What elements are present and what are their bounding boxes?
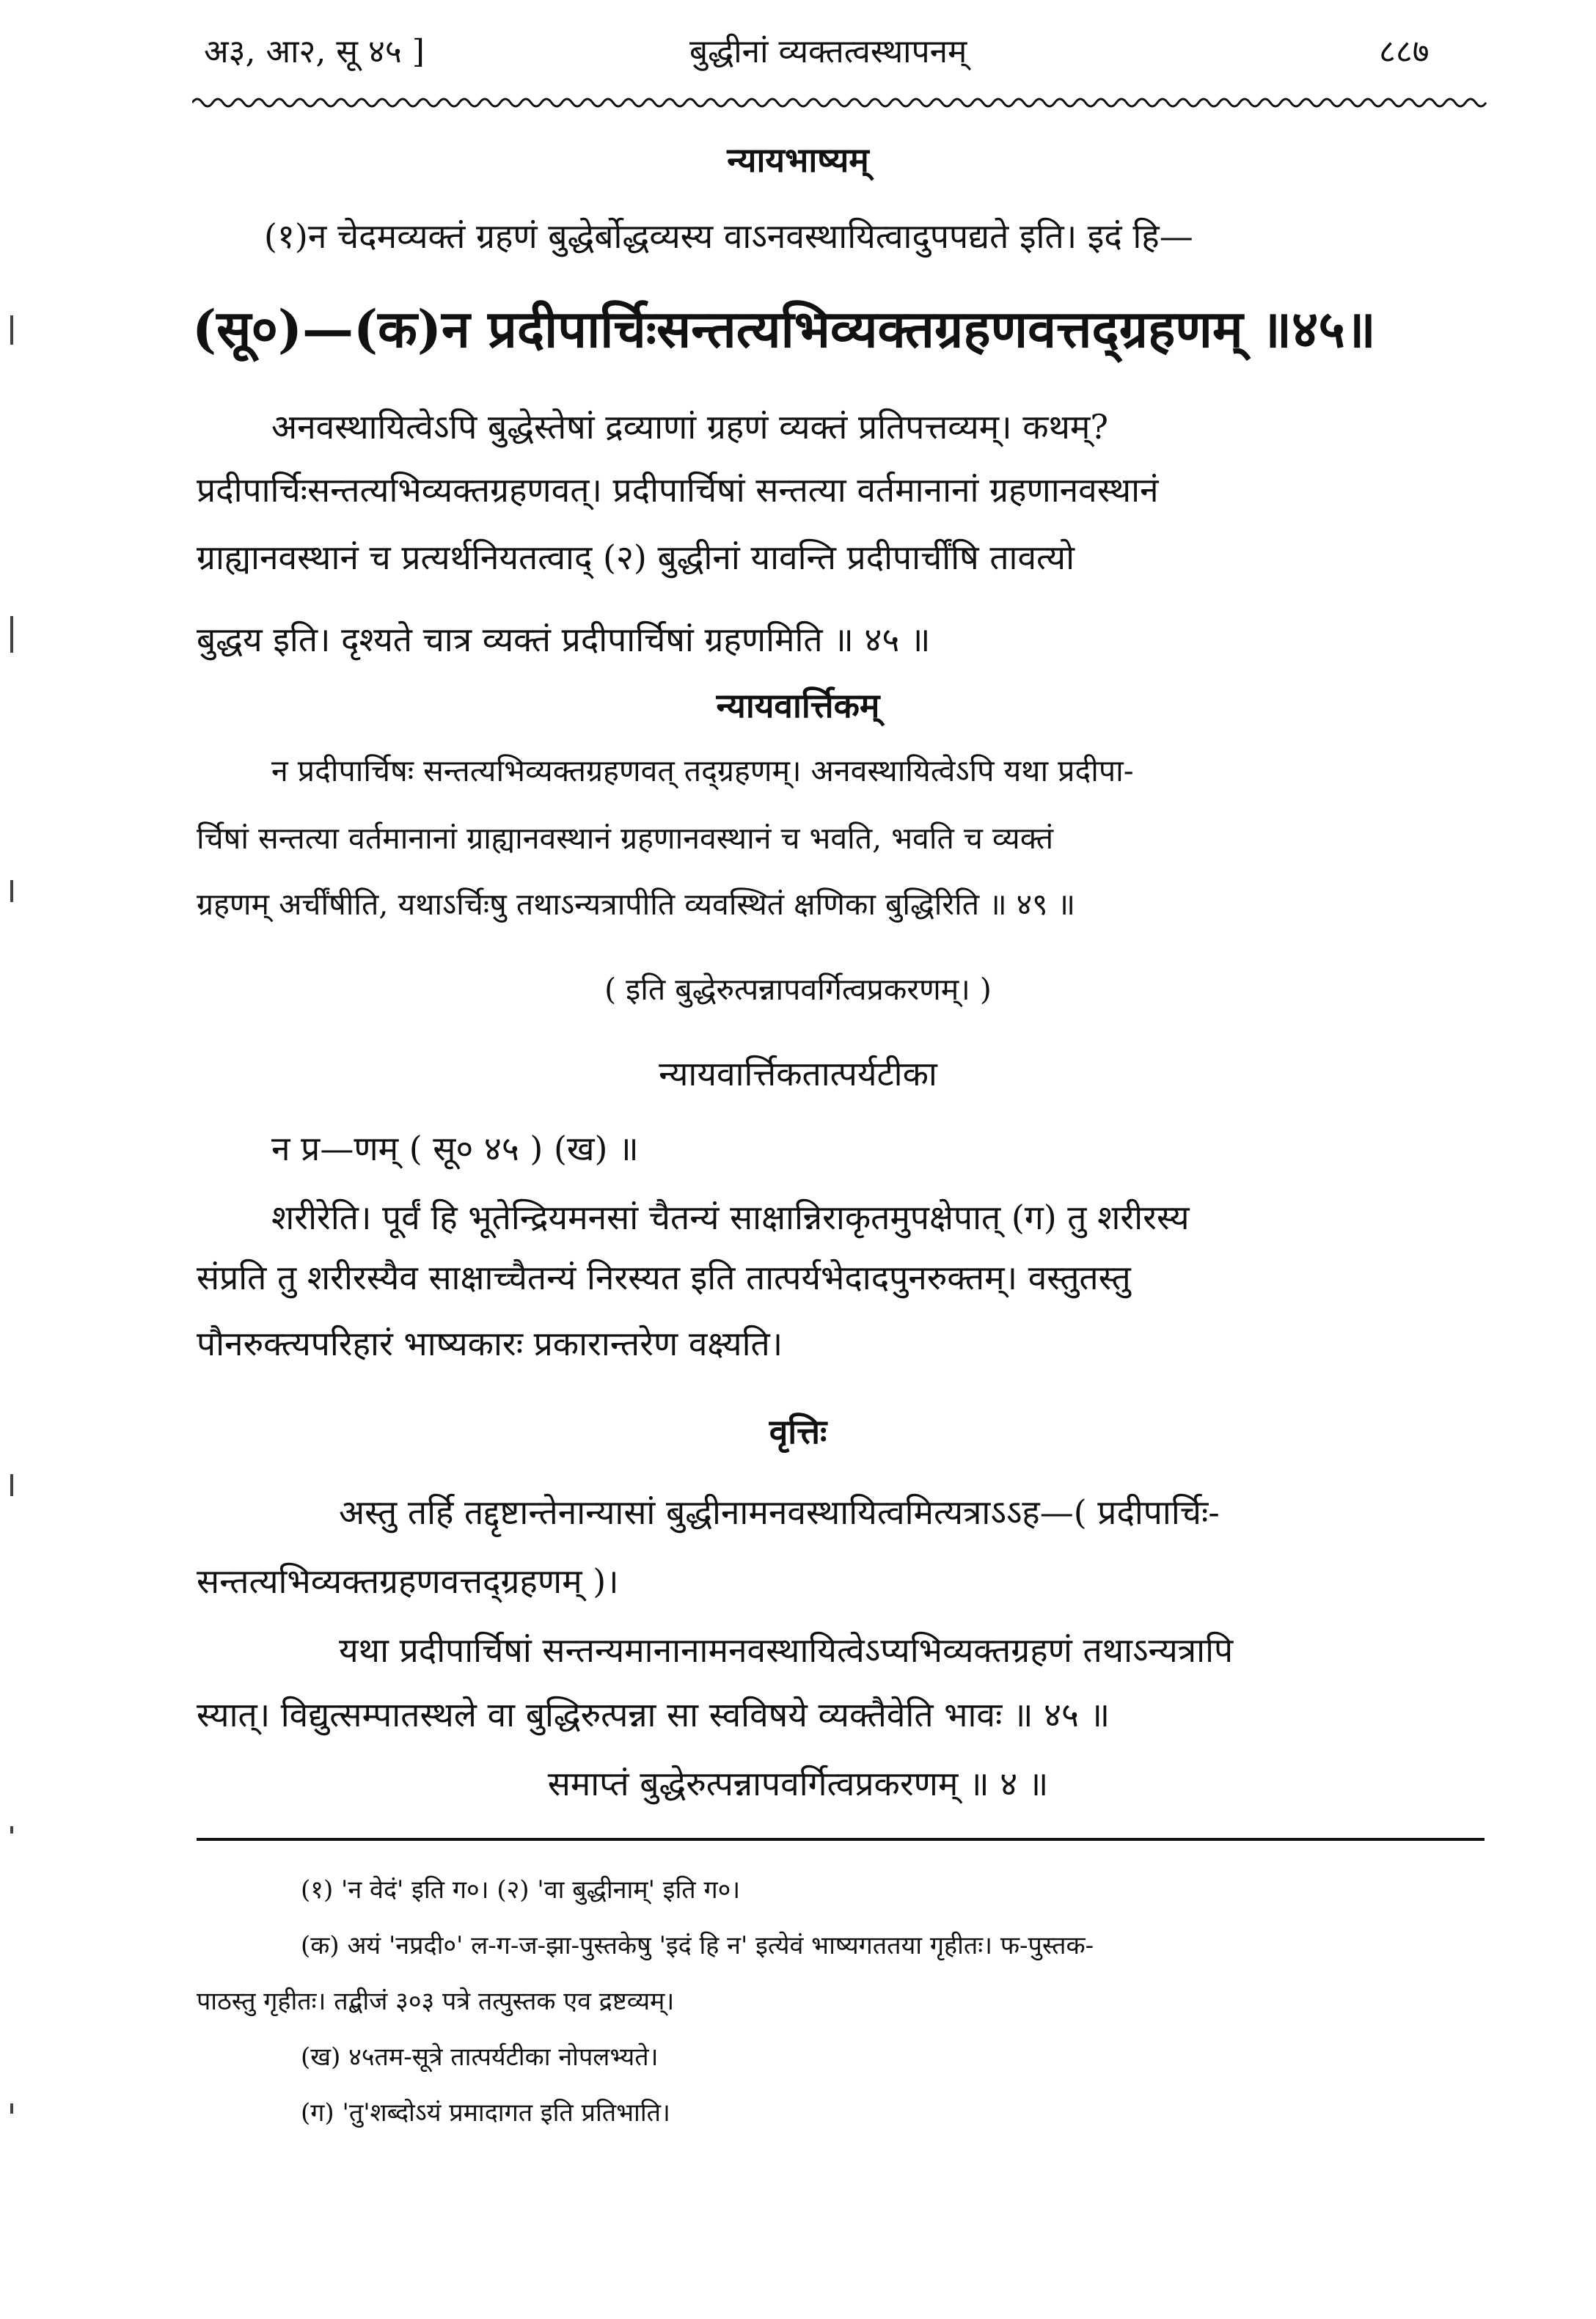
scan-edge-mark: [10, 315, 13, 345]
scan-edge-mark: [10, 2103, 13, 2114]
section-heading-varttika: न्यायवार्त्तिकम्: [716, 686, 880, 725]
bhashya-line: प्रदीपार्चिःसन्तत्यभिव्यक्तग्रहणवत्। प्रदीपार्चिषां सन्तत्या वर्तमानानां ग्रहणानवस्थानं: [197, 470, 1159, 510]
vritti-line: यथा प्रदीपार्चिषां सन्तन्यमानानामनवस्थायित्वेऽप्यभिव्यक्तग्रहणं तथाऽन्यत्रापि: [339, 1630, 1234, 1670]
running-header-reference: अ३, आ२, सू ४५ ]: [204, 33, 425, 70]
page-number: ८८७: [1379, 33, 1430, 70]
vritti-line: अस्तु तर्हि तद्दृष्टान्तेनान्यासां बुद्धीनामनवस्थायित्वमित्यत्राऽऽह—( प्रदीपार्चिः-: [339, 1492, 1220, 1532]
footnote: (ग) 'तु'शब्दोऽयं प्रमादागत इति प्रतिभाति।: [301, 2098, 670, 2128]
section-heading-vritti: वृत्तिः: [769, 1412, 827, 1451]
footnote: (क) अयं 'नप्रदी०' ल-ग-ज-झा-पुस्तकेषु 'इदं हि न' इत्येवं भाष्यगततया गृहीतः। फ-पुस्तक-: [301, 1931, 1094, 1960]
section-heading-tatparya: न्यायवार्त्तिकतात्पर्यटीका: [659, 1054, 937, 1093]
footnote: (१) 'न वेदं' इति ग०। (२) 'वा बुद्धीनाम्' इति ग०।: [301, 1875, 741, 1905]
vritti-line: स्यात्। विद्युत्सम्पातस्थले वा बुद्धिरुत्पन्ना सा स्वविषये व्यक्तैवेति भावः ॥ ४५ ॥: [197, 1695, 1110, 1734]
footnote: (ख) ४५तम-सूत्रे तात्पर्यटीका नोपलभ्यते।: [301, 2043, 659, 2072]
prakarana-closing: ( इति बुद्धेरुत्पन्नापवर्गित्वप्रकरणम्। ): [604, 972, 992, 1007]
bhashya-line: अनवस्थायित्वेऽपि बुद्धेस्तेषां द्रव्याणां ग्रहणं व्यक्तं प्रतिपत्तव्यम्। कथम्?: [271, 407, 1109, 447]
varttika-line: न प्रदीपार्चिषः सन्तत्यभिव्यक्तग्रहणवत् तद्ग्रहणम्। अनवस्थायित्वेऽपि यथा प्रदीपा-: [271, 753, 1134, 788]
scan-edge-mark: [10, 1826, 13, 1833]
sutra-45: (सू०)—(क)न प्रदीपार्चिःसन्तत्यभिव्यक्तग्रहणवत्तद्ग्रहणम् ॥४५॥: [192, 298, 1376, 359]
header-wavy-rule: [192, 94, 1490, 111]
running-header-title: बुद्धीनां व्यक्तत्वस्थापनम्: [689, 33, 967, 70]
tatparya-line: संप्रति तु शरीरस्यैव साक्षाच्चैतन्यं निरस्यत इति तात्पर्यभेदादपुनरुक्तम्। वस्तुतस्तु: [197, 1258, 1131, 1297]
varttika-line: र्चिषां सन्तत्या वर्तमानानां ग्राह्यानवस्थानं ग्रहणानवस्थानं च भवति, भवति च व्यक्तं: [197, 821, 1054, 856]
scan-edge-mark: [10, 616, 13, 653]
tatparya-line: शरीरेति। पूर्वं हि भूतेन्द्रियमनसां चैतन्यं साक्षान्निराकृतमुपक्षेपात् (ग) तु शरीरस्य: [271, 1198, 1190, 1237]
bhashya-intro-line: (१)न चेदमव्यक्तं ग्रहणं बुद्धेर्बोद्धव्यस्य वाऽनवस्थायित्वादुपपद्यते इति। इदं हि—: [264, 216, 1193, 256]
prakarana-end: समाप्तं बुद्धेरुत्पन्नापवर्गित्वप्रकरणम् ॥ ४ ॥: [547, 1764, 1049, 1803]
section-heading-bhashya: न्यायभाष्यम्: [727, 140, 869, 180]
bhashya-line: बुद्धय इति। दृश्यते चात्र व्यक्तं प्रदीपार्चिषां ग्रहणमिति ॥ ४५ ॥: [197, 620, 931, 659]
tatparya-line: न प्र—णम् ( सू० ४५ ) (ख) ॥: [271, 1129, 639, 1168]
vritti-line: सन्तत्यभिव्यक्तग्रहणवत्तद्ग्रहणम् )।: [197, 1561, 619, 1601]
footnote: पाठस्तु गृहीतः। तद्बीजं ३०३ पत्रे तत्पुस्तक एव द्रष्टव्यम्।: [197, 1987, 675, 2016]
bhashya-line: ग्राह्यानवस्थानं च प्रत्यर्थनियतत्वाद् (२) बुद्धीनां यावन्ति प्रदीपार्चींषि तावत्यो: [197, 538, 1075, 577]
varttika-line: ग्रहणम् अर्चींषीति, यथाऽर्चिःषु तथाऽन्यत्रापीति व्यवस्थितं क्षणिका बुद्धिरिति ॥ ४९ ॥: [197, 887, 1076, 922]
footnote-rule: [197, 1838, 1485, 1841]
tatparya-line: पौनरुक्त्यपरिहारं भाष्यकारः प्रकारान्तरेण वक्ष्यति।: [197, 1324, 783, 1363]
scan-edge-mark: [10, 880, 13, 902]
scan-edge-mark: [10, 1474, 13, 1496]
